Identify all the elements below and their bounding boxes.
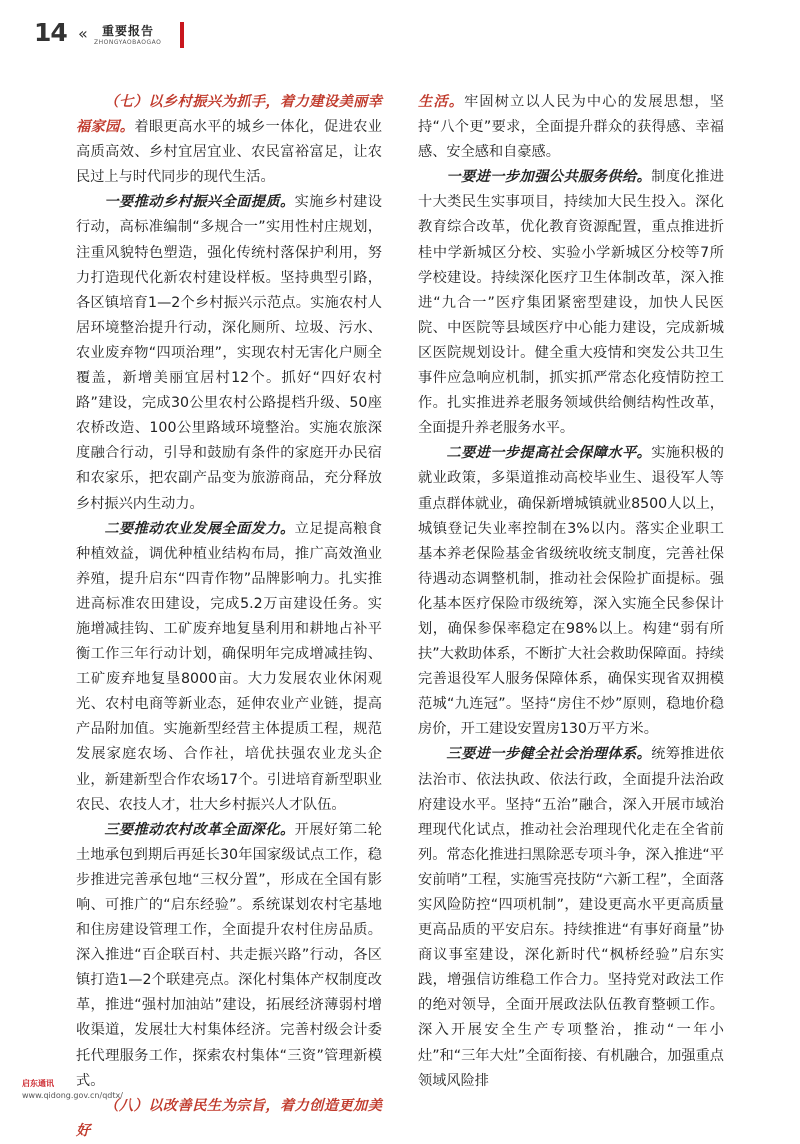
paragraph-lead: 三要推动农村改革全面深化。 xyxy=(104,821,295,838)
paragraph-text: 统筹推进依法治市、依法执政、依法行政，全面提升法治政府建设水平。坚持“五治”融合，深入开展市域治理现代化试点，推动社会治理现代化走在全省前列。常态化推进扫黑除恶专项斗争，深入推进“平安前哨”工程，实施雪亮技防“六新工程”，全面落实风险防控“四项机制”，建设更高水平更高质量更高品质的平安启东。持续推进“有事好商量”协商议事室建设，深化新时代“枫桥经验”启东实践，增强信访维稳工作合力。坚持党对政法工作的绝对领导，全面开展政法队伍教育整顿工作。深入开展安全生产专项整治，推动“一年小灶”和“三年大灶”全面衔接、有机融合，加强重点领域风险排 xyxy=(418,746,724,1089)
paragraph xyxy=(76,1094,382,1144)
paragraph-text: 制度化推进十大类民生实事项目，持续加大民生投入。深化教育综合改革，优化教育资源配置，重点推进折桂中学新城区分校、实验小学新城区分校等7所学校建设。持续深化医疗卫生体制改革，深入推进“九合一”医疗集团紧密型建设，加快人民医院、中医院等县域医疗中心能力建设，完成新城区医院规划设计。健全重大疫情和突发公共卫生事件应急响应机制，抓实抓严常态化疫情防控工作。扎实推进养老服务领域供给侧结构性改革，全面提升养老服务水平。 xyxy=(418,169,724,437)
header-accent-bar xyxy=(180,22,184,48)
left-column xyxy=(76,90,382,1144)
right-column xyxy=(418,90,724,1094)
paragraph-text: 实施积极的就业政策，多渠道推动高校毕业生、退役军人等重点群体就业，确保新增城镇就业8500人以上，城镇登记失业率控制在3%以内。落实企业职工基本养老保险基金省级统收统支制度，完善社保待遇动态调整机制，推动社会保险扩面提标。强化基本医疗保险市级统筹，深入实施全民参保计划，确保参保率稳定在98%以上。构建“弱有所扶”大救助体系，不断扩大社会救助保障面。持续完善退役军人服务保障体系，确保实现省双拥模范城“九连冠”。坚持“房住不炒”原则，稳地价稳房价，开工建设安置房130万平方米。 xyxy=(418,445,724,738)
section-pinyin: ZHONGYAOBAOGAO xyxy=(94,39,162,46)
paragraph-lead: 一要进一步加强公共服务供给。 xyxy=(446,169,652,186)
paragraph-text: 开展好第二轮土地承包到期后再延长30年国家级试点工作，稳步推进完善承包地“三权分置”，形成在全国有影响、可推广的“启东经验”。系统谋划农村宅基地和住房建设管理工作，全面提升农村住房品质。深入推进“百企联百村、共走振兴路”行动，各区镇打造1—2个联建亮点。深化村集体产权制度改革，推进“强村加油站”建设，拓展经济薄弱村增收渠道，发展壮大村集体经济。完善村级会计委托代理服务工作，探索农村集体“三资”管理新模式。 xyxy=(76,821,382,1089)
page-header xyxy=(20,10,320,50)
paragraph-lead: 二要推动农业发展全面发力。 xyxy=(104,520,295,537)
paragraph xyxy=(76,818,382,1094)
section-title: 重要报告 xyxy=(102,24,155,38)
paragraph-lead: 一要推动乡村振兴全面提质。 xyxy=(104,194,295,211)
footer-url[interactable]: www.qidong.gov.cn/qdtx/ xyxy=(22,1091,123,1100)
paragraph-lead: （七）以乡村振兴为抓手，着力建设美丽幸福家园。 xyxy=(76,94,382,136)
paragraph-lead: 生活。 xyxy=(418,94,465,110)
paragraph-lead: （八）以改善民生为宗旨，着力创造更加美好 xyxy=(76,1097,382,1139)
paragraph xyxy=(76,90,382,190)
paragraph-text: 着眼更高水平的城乡一体化，促进农业高质高效、乡村宜居宜业、农民富裕富足，让农民过上与时代同步的现代生活。 xyxy=(76,119,382,186)
paragraph-lead: 二要进一步提高社会保障水平。 xyxy=(446,445,652,462)
paragraph xyxy=(76,517,382,818)
paragraph xyxy=(76,190,382,516)
paragraph-text: 牢固树立以人民为中心的发展思想，坚持“八个更”要求，全面提升群众的获得感、幸福感、安全感和自豪感。 xyxy=(418,94,724,161)
paragraph-text: 实施乡村建设行动，高标准编制“多规合一”实用性村庄规划，注重风貌特色塑造，强化传统村落保护利用，努力打造现代化新农村建设样板。坚持典型引路，各区镇培育1—2个乡村振兴示范点。实施农村人居环境整治提升行动，深化厕所、垃圾、污水、农业废弃物“四项治理”，实现农村无害化户厕全覆盖，新增美丽宜居村12个。抓好“四好农村路”建设，完成30公里农村公路提档升级、50座农桥改造、100公里路域环境整治。实施农旅深度融合行动，引导和鼓励有条件的家庭开办民宿和农家乐，把农副产品变为旅游商品，充分释放乡村振兴内生动力。 xyxy=(76,194,382,512)
footer-brand: 启东通讯 xyxy=(22,1079,54,1088)
page-footer xyxy=(22,1078,123,1100)
paragraph xyxy=(418,441,724,742)
paragraph xyxy=(418,90,724,165)
paragraph-lead: 三要进一步健全社会治理体系。 xyxy=(446,746,652,763)
paragraph xyxy=(418,165,724,441)
chevron-left-icon: « xyxy=(78,24,88,43)
paragraph-text: 立足提高粮食种植效益，调优种植业结构布局，推广高效渔业养殖，提升启东“四青作物”品牌影响力。扎实推进高标准农田建设，完成5.2万亩建设任务。实施增减挂钩、工矿废弃地复垦利用和耕地占补平衡工作三年行动计划，确保明年完成增减挂钩、工矿废弃地复垦8000亩。大力发展农业休闲观光、农村电商等新业态，延伸农业产业链，提高产品附加值。实施新型经营主体提质工程，规范发展家庭农场、合作社，培优扶强农业龙头企业，新建新型合作农场17个。引进培育新型职业农民、农技人才，壮大乡村振兴人才队伍。 xyxy=(76,520,382,813)
page-number: 14 xyxy=(34,18,67,47)
paragraph xyxy=(418,742,724,1093)
